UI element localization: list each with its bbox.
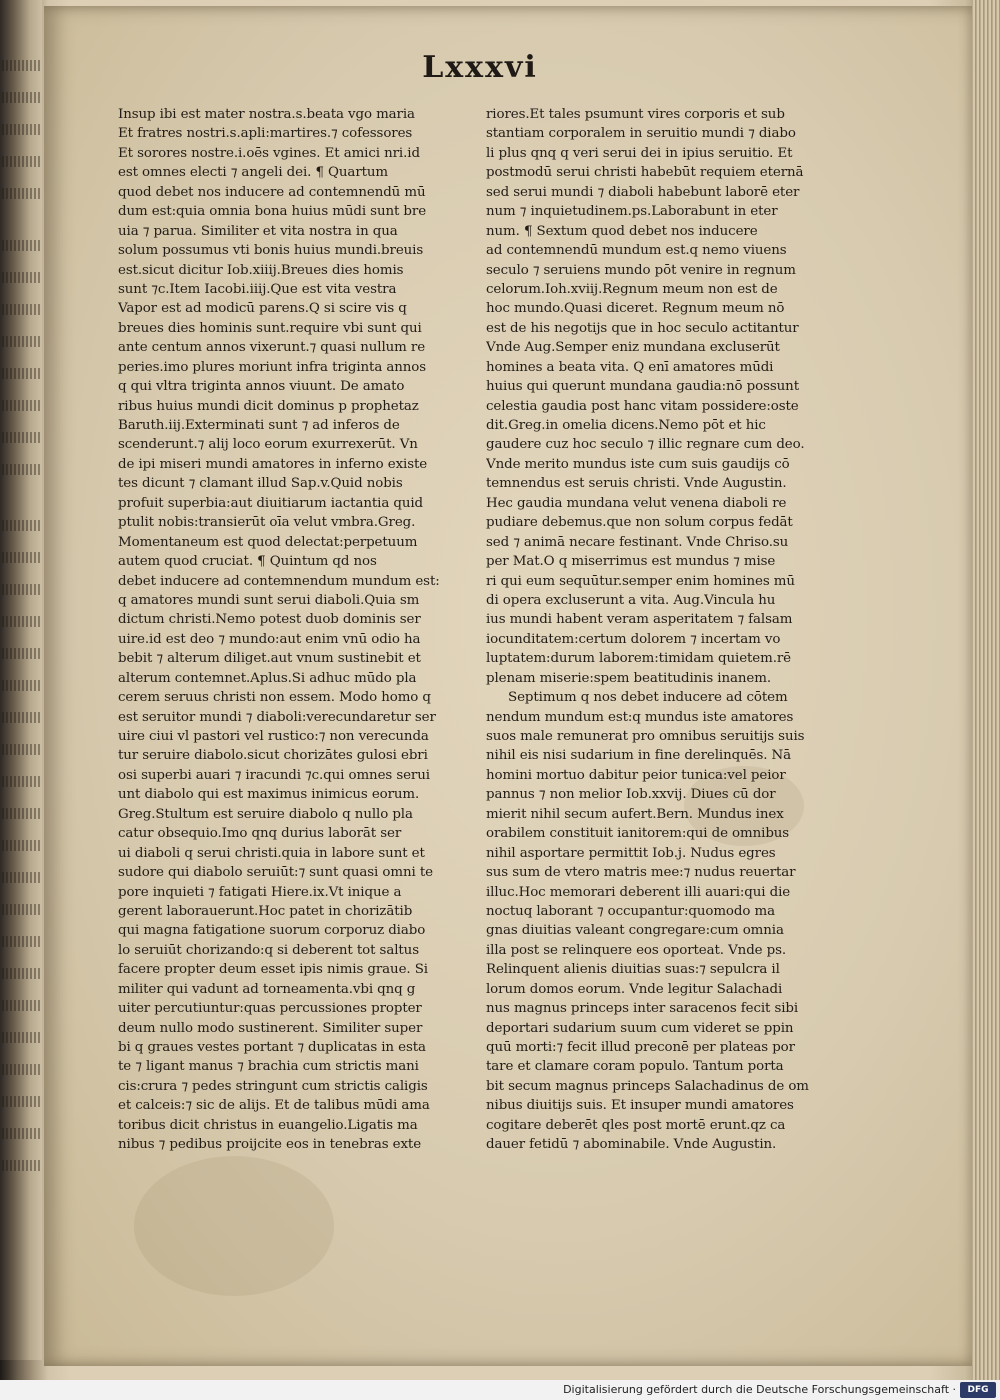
text-line: alterum contemnet.Aplus.Si adhuc mūdo pla	[118, 670, 417, 686]
text-line: Vnde Aug.Semper eniz mundana excluserūt	[486, 340, 780, 356]
footer-credit: Digitalisierung gefördert durch die Deutsche Forschungsgemeinschaft ·	[563, 1383, 956, 1396]
text-line: militer qui vadunt ad torneamenta.vbi qnq g	[118, 981, 416, 997]
text-line: est seruitor mundi ⁊ diaboli:verecundaretur ser	[118, 709, 436, 725]
text-line: scenderunt.⁊ alij loco eorum exurrexerūt. Vn	[118, 437, 418, 453]
text-line: nibus ⁊ pedibus proijcite eos in tenebras exte	[118, 1137, 422, 1153]
text-line: riores.Et tales psumunt vires corporis et sub	[486, 107, 785, 122]
text-line: uire.id est deo ⁊ mundo:aut enim vnū odio ha	[118, 631, 421, 647]
text-line: cogitare deberēt qles post mortē erunt.qz ca	[486, 1117, 786, 1133]
text-line: illa post se relinquere eos oporteat. Vnde ps.	[486, 942, 787, 958]
text-line: Greg.Stultum est seruire diabolo q nullo pla	[118, 806, 413, 822]
text-line: est.sicut dicitur Iob.xiiij.Breues dies homis	[118, 262, 404, 278]
text-line: gaudere cuz hoc seculo ⁊ illic regnare cum deo.	[486, 437, 805, 453]
text-line: ui diaboli q serui christi.quia in labore sunt et	[118, 845, 425, 861]
text-line: mierit nihil secum aufert.Bern. Mundus inex	[486, 806, 784, 822]
text-line: noctuq laborant ⁊ occupantur:quomodo ma	[486, 903, 775, 919]
right-text-column	[486, 105, 852, 1155]
text-line: dit.Greg.in omelia dicens.Nemo pōt et hic	[486, 418, 766, 433]
text-line: facere propter deum esset ipis nimis graue. Si	[118, 962, 428, 978]
text-line: qui magna fatigatione suorum corporuz diabo	[118, 923, 426, 939]
text-line: bit secum magnus princeps Salachadinus de om	[486, 1078, 809, 1094]
text-line: q amatores mundi sunt serui diaboli.Quia sm	[118, 592, 420, 608]
text-line: est omnes electi ⁊ angeli dei. ¶ Quartum	[118, 165, 389, 181]
text-line: debet inducere ad contemnendum mundum est:	[118, 573, 440, 589]
text-line: ante centum annos vixerunt.⁊ quasi nullum re	[118, 340, 426, 356]
text-line: quod debet nos inducere ad contemnendū mū	[118, 184, 426, 200]
text-line: tur seruire diabolo.sicut chorizātes gulosi ebri	[118, 748, 428, 764]
left-text-column	[118, 105, 478, 1155]
text-line: bebit ⁊ alterum diliget.aut vnum sustinebit et	[118, 651, 421, 667]
text-line: Vapor est ad modicū parens.Q si scire vis q	[118, 301, 407, 317]
text-line: q qui vltra triginta annos viuunt. De amato	[118, 379, 405, 395]
text-line: dauer fetidū ⁊ abominabile. Vnde Augustin.	[486, 1137, 777, 1153]
text-line: stantiam corporalem in seruitio mundi ⁊ diabo	[486, 126, 796, 142]
text-line: num. ¶ Sextum quod debet nos inducere	[486, 223, 758, 239]
page-edges	[972, 0, 1000, 1380]
text-line: sudore qui diabolo seruiūt:⁊ sunt quasi omni te	[118, 865, 433, 881]
text-line: Momentaneum est quod delectat:perpetuum	[118, 534, 418, 550]
text-line: peries.imo plures moriunt infra triginta annos	[118, 359, 427, 375]
text-line: quū morti:⁊ fecit illud preconē per plateas por	[486, 1040, 795, 1055]
text-line: deum nullo modo sustinerent. Similiter super	[118, 1020, 423, 1036]
text-line: et calceis:⁊ sic de alijs. Et de talibus mūdi ama	[118, 1098, 430, 1114]
text-line: homini mortuo dabitur peior tunica:vel peior	[486, 767, 786, 783]
text-line: per Mat.O q miserrimus est mundus ⁊ mise	[486, 554, 776, 570]
folio-number: Lxxxvi	[422, 50, 538, 85]
text-line: temnendus est seruis christi. Vnde Augustin.	[486, 476, 787, 492]
text-line: deportari sudarium suum cum videret se ppin	[486, 1020, 794, 1036]
text-line: pudiare debemus.que non solum corpus fedāt	[486, 515, 793, 531]
text-line: nihil asportare permittit Iob.j. Nudus egres	[486, 845, 776, 861]
text-line: Baruth.iij.Exterminati sunt ⁊ ad inferos de	[118, 418, 400, 433]
text-line: profuit superbia:aut diuitiarum iactantia quid	[118, 495, 424, 511]
text-line: luptatem:durum laborem:timidam quietem.rē	[486, 651, 792, 667]
text-line: ribus huius mundi dicit dominus p prophetaz	[118, 398, 419, 414]
text-line: de ipi miseri mundi amatores in inferno existe	[118, 456, 428, 472]
text-line: Hec gaudia mundana velut venena diaboli re	[486, 495, 787, 511]
text-line: tare et clamare coram populo. Tantum porta	[486, 1059, 784, 1075]
text-line: seculo ⁊ seruiens mundo pōt venire in regnum	[486, 262, 796, 278]
text-line: uiter percutiuntur:quas percussiones propter	[118, 1001, 422, 1017]
text-line: nihil eis nisi sudarium in fine derelinquēs. Nā	[486, 748, 792, 764]
text-line: uire ciui vl pastori vel rustico:⁊ non verecunda	[118, 729, 429, 744]
text-line: ptulit nobis:transierūt oīa velut vmbra.Greg.	[118, 515, 416, 531]
text-line: cis:crura ⁊ pedes stringunt cum strictis caligis	[118, 1078, 428, 1094]
text-line: unt diabolo qui est maximus inimicus eorum.	[118, 787, 420, 803]
text-line: nus magnus princeps inter saracenos fecit sibi	[486, 1001, 799, 1017]
text-line: nibus diuitijs suis. Et insuper mundi amatores	[486, 1098, 794, 1114]
text-line: Et fratres nostri.s.apli:martires.⁊ cofessores	[118, 126, 413, 142]
text-line: ad contemnendū mundum est.q nemo viuens	[486, 243, 787, 259]
text-line: breues dies hominis sunt.require vbi sunt qui	[118, 320, 422, 336]
text-line: Relinquent alienis diuitias suas:⁊ sepulcra il	[486, 962, 780, 978]
text-line: sed serui mundi ⁊ diaboli habebunt laborē eter	[486, 184, 800, 200]
text-line: pore inquieti ⁊ fatigati Hiere.ix.Vt inique a	[118, 884, 402, 900]
text-line: suos male remunerat pro omnibus seruitijs suis	[486, 729, 805, 744]
text-line: pannus ⁊ non melior Iob.xxvij. Diues cū dor	[486, 787, 776, 803]
text-line: orabilem constituit ianitorem:qui de omnibus	[486, 826, 790, 842]
text-line: dum est:quia omnia bona huius mūdi sunt bre	[118, 204, 427, 220]
text-line: osi superbi auari ⁊ iracundi ⁊c.qui omnes serui	[118, 767, 430, 783]
text-line: hoc mundo.Quasi diceret. Regnum meum nō	[486, 301, 785, 317]
text-line: cerem seruus christi non essem. Modo homo q	[118, 690, 431, 706]
text-line: uia ⁊ parua. Similiter et vita nostra in qua	[118, 223, 398, 239]
text-line: catur obsequio.Imo qnq durius laborāt ser	[118, 826, 402, 842]
text-line: li plus qnq q veri serui dei in ipius seruitio. Et	[486, 145, 793, 161]
text-line: postmodū serui christi habebūt requiem eternā	[486, 165, 804, 181]
text-line: autem quod cruciat. ¶ Quintum qd nos	[118, 554, 377, 570]
text-line: homines a beata vita. Q enī amatores mūdi	[486, 359, 774, 375]
text-line: toribus dicit christus in euangelio.Ligatis ma	[118, 1117, 418, 1133]
text-line: Et sorores nostre.i.oēs vgines. Et amici nri.id	[118, 145, 420, 161]
text-line: celestia gaudia post hanc vitam possidere:oste	[486, 398, 799, 414]
text-line: di opera excluserunt a vita. Aug.Vincula hu	[486, 592, 776, 608]
text-line: lorum domos eorum. Vnde legitur Salachadi	[486, 981, 783, 997]
text-line: bi q graues vestes portant ⁊ duplicatas in esta	[118, 1040, 426, 1055]
text-line: Vnde merito mundus iste cum suis gaudijs cō	[486, 456, 790, 472]
text-line: sed ⁊ animā necare festinant. Vnde Chriso.su	[486, 534, 789, 550]
text-line: plenam miserie:spem beatitudinis inanem.	[486, 670, 771, 686]
text-line: tes dicunt ⁊ clamant illud Sap.v.Quid nobis	[118, 476, 403, 492]
text-line: Septimum q nos debet inducere ad cōtem	[508, 690, 788, 706]
text-line: iocunditatem:certum dolorem ⁊ incertam vo	[486, 631, 781, 647]
text-line: ius mundi habent veram asperitatem ⁊ falsam	[486, 612, 793, 628]
text-line: Insup ibi est mater nostra.s.beata vgo maria	[118, 107, 415, 122]
text-line: celorum.Ioh.xviij.Regnum meum non est de	[486, 281, 778, 297]
text-line: ri qui eum sequūtur.semper enim homines mū	[486, 573, 795, 589]
text-line: num ⁊ inquietudinem.ps.Laborabunt in eter	[486, 204, 778, 220]
text-line: sus sum de vtero matris mee:⁊ nudus reuertar	[486, 865, 796, 881]
text-line: dictum christi.Nemo potest duob dominis ser	[118, 612, 421, 628]
text-line: est de his negotijs que in hoc seculo actitantur	[486, 320, 799, 336]
text-line: solum possumus vti bonis huius mundi.breuis	[118, 243, 424, 259]
text-line: gnas diuitias valeant congregare:cum omnia	[486, 923, 784, 939]
text-line: nendum mundum est:q mundus iste amatores	[486, 709, 794, 725]
text-line: lo seruiūt chorizando:q si deberent tot saltus	[118, 942, 419, 958]
text-line: sunt ⁊c.Item Iacobi.iiij.Que est vita vestra	[118, 281, 397, 297]
text-line: huius qui querunt mundana gaudia:nō possunt	[486, 379, 799, 395]
previous-page-fragment	[0, 0, 42, 1360]
text-line: te ⁊ ligant manus ⁊ brachia cum strictis mani	[118, 1059, 419, 1075]
dfg-logo: DFG	[960, 1382, 996, 1398]
text-line: illuc.Hoc memorari deberent illi auari:qui die	[486, 884, 791, 900]
text-line: gerent laborauerunt.Hoc patet in chorizātib	[118, 903, 413, 919]
